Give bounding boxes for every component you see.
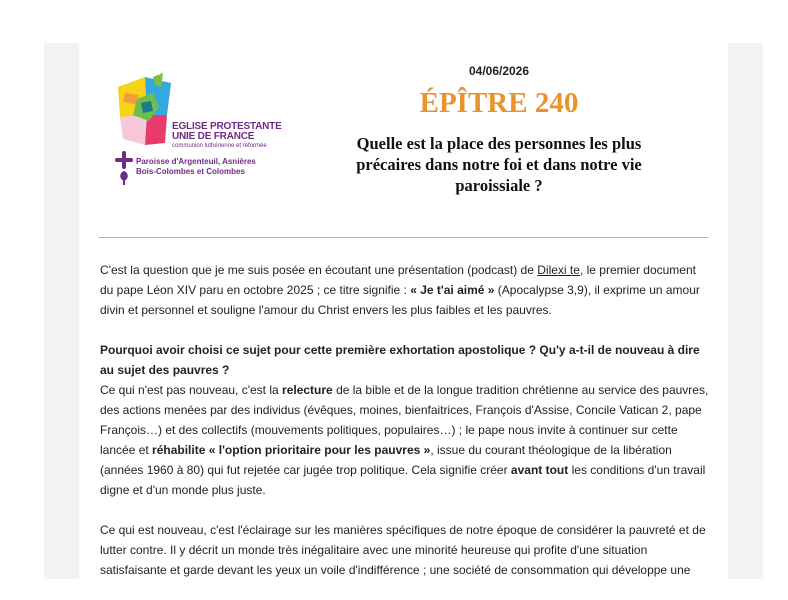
- logo-text-line2: UNIE DE FRANCE: [172, 131, 255, 142]
- paragraph-intro: [100, 260, 712, 320]
- logo-text-parish: Paroisse d'Argenteuil, Asnières: [136, 157, 256, 166]
- huguenot-cross-icon: [115, 151, 133, 185]
- text-run: les conditions d'un travail digne et d'un monde plus juste.: [100, 463, 706, 497]
- page-subtitle: Quelle est la place des personnes les plus précaires dans notre foi et dans notre vie paroissiale ?: [356, 134, 642, 195]
- logo-text-towns: Bois-Colombes et Colombes: [136, 167, 245, 176]
- logo-cross-icon: [115, 73, 175, 151]
- text-run: , issue du courant théologique de la libération (années 1960 à 80) qui fut rejetée car jugée trop politique. Cela signifie créer: [100, 443, 672, 477]
- newsletter-card: [79, 43, 728, 579]
- article-body: [100, 260, 712, 600]
- divider: [99, 237, 708, 238]
- right-gutter: [728, 43, 763, 579]
- church-logo: [115, 73, 282, 183]
- bold-run: avant tout: [510, 463, 569, 477]
- logo-text-line3: communion luthérienne et réformée: [172, 143, 267, 149]
- text-run: de la bible et de la longue tradition chrétienne au service des pauvres, des actions menées par des individus (évêques, moines, bienfaitrices, François d'Assise, Concile Vatican 2, pape François…) et des collectifs (mouvements politiques, populaires…) ; le pape nous invite à continuer sur cette lancée et: [100, 383, 709, 457]
- text-run: , le premier document du pape Léon XIV paru en octobre 2025 ; ce titre signifie :: [100, 263, 696, 297]
- bold-run: relecture: [282, 383, 333, 397]
- dilexi-te-link[interactable]: Dilexi te: [537, 263, 580, 277]
- bold-run: « Je t'ai aimé »: [410, 283, 495, 297]
- logo-text-line1: EGLISE PROTESTANTE: [172, 121, 282, 132]
- page-title: ÉPÎTRE 240: [419, 87, 579, 119]
- text-run: (Apocalypse 3,9), il exprime un amour divin et personnel et souligne l'amour du Christ envers les plus faibles et les pauvres.: [100, 283, 700, 317]
- issue-date: 04/06/2026: [468, 64, 530, 78]
- paragraph-new: Ce qui est nouveau, c'est l'éclairage sur les manières spécifiques de notre époque de considérer la pauvreté et de lutter contre. Il y décrit un monde très inégalitaire avec une minorité heureuse qui profite d'une situation satisfaisante et garde devant les yeux un voile d'indifférence ; une société de consommation qui développe une: [100, 523, 706, 577]
- left-gutter: [44, 43, 79, 579]
- text-run: C'est la question que je me suis posée en écoutant une présentation (podcast) de: [100, 263, 538, 277]
- bold-run: réhabilite « l'option prioritaire pour les pauvres »: [152, 443, 431, 457]
- text-run: Ce qui n'est pas nouveau, c'est la: [100, 383, 283, 397]
- question-heading: Pourquoi avoir choisi ce sujet pour cette première exhortation apostolique ? Qu'y a-t-il de nouveau à dire au sujet des pauvres ?: [100, 343, 700, 377]
- paragraph-question: [100, 340, 712, 500]
